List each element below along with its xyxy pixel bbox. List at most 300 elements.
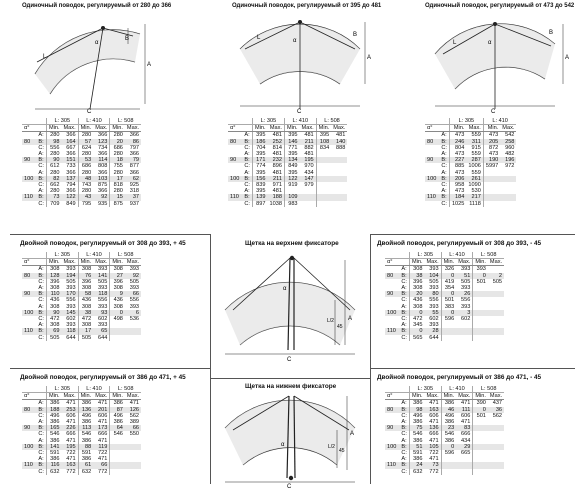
- value-cell: 471: [66, 456, 76, 463]
- row-label: C:: [401, 297, 407, 304]
- wiper-arc-diagram-single-280: [15, 14, 160, 114]
- alpha-header: α°: [22, 125, 35, 132]
- value-cell: 882: [304, 144, 314, 151]
- row-label: B:: [398, 444, 409, 450]
- value-cell: 505: [429, 278, 439, 285]
- value-cell: 36: [488, 407, 504, 413]
- value-cell: 79: [125, 157, 141, 163]
- value-cell: 505: [129, 278, 140, 285]
- value-cell: [441, 469, 456, 475]
- value-cell: 196: [500, 157, 516, 163]
- value-cell: [441, 335, 456, 341]
- value-cell: 386: [46, 419, 61, 425]
- row-label: A:: [38, 456, 44, 463]
- max-header: Max.: [62, 259, 79, 266]
- row-label: A:: [244, 188, 250, 195]
- value-cell: 104: [425, 273, 442, 279]
- value-cell: 471: [98, 400, 108, 407]
- value-cell: 772: [98, 468, 108, 475]
- value-cell: 15: [110, 194, 125, 200]
- length-header: L: 410: [483, 118, 516, 125]
- angle-cell: 110: [22, 194, 35, 200]
- angle-cell: 80: [385, 407, 398, 413]
- dimension-table-single-280: [22, 118, 141, 207]
- value-cell: 53: [78, 157, 93, 163]
- value-cell: 98: [409, 407, 424, 413]
- value-cell: 66: [93, 462, 110, 468]
- value-cell: 559: [471, 151, 481, 158]
- value-cell: 51: [409, 444, 424, 450]
- value-cell: 704: [252, 145, 267, 151]
- row-label: B:: [35, 310, 46, 316]
- value-cell: 814: [272, 144, 282, 151]
- value-cell: 897: [252, 201, 267, 207]
- value-cell: 546: [78, 431, 93, 437]
- value-cell: 311: [466, 139, 483, 145]
- angle-cell: 90: [228, 157, 241, 163]
- dim-c-label: C: [491, 109, 496, 115]
- angle-cell: 90: [385, 291, 398, 297]
- row-label: B:: [241, 157, 252, 163]
- value-cell: 366: [129, 169, 140, 176]
- value-cell: 983: [284, 201, 299, 207]
- value-cell: 227: [449, 157, 466, 163]
- max-header: Max.: [456, 259, 473, 266]
- value-cell: 20: [110, 139, 125, 145]
- value-cell: 393: [461, 303, 471, 310]
- value-cell: 205: [483, 139, 500, 145]
- row-label: C:: [38, 200, 44, 207]
- value-cell: 436: [110, 297, 125, 303]
- value-cell: 226: [62, 425, 79, 431]
- value-cell: 308: [78, 266, 93, 273]
- value-cell: 386: [78, 438, 93, 444]
- row-label: A:: [38, 266, 44, 273]
- value-cell: 436: [78, 297, 93, 303]
- value-cell: [483, 201, 500, 207]
- value-cell: 386: [409, 400, 424, 407]
- value-cell: [473, 469, 488, 475]
- row-label: B:: [438, 194, 449, 200]
- value-cell: 83: [456, 425, 473, 431]
- value-cell: 434: [304, 169, 314, 176]
- value-cell: 395: [252, 151, 267, 157]
- row-label: B:: [398, 273, 409, 279]
- wiper-arc-diagram-single-473: [425, 14, 575, 114]
- value-cell: 156: [252, 176, 267, 182]
- angle-cell: 90: [425, 157, 438, 163]
- value-cell: 69: [46, 328, 61, 334]
- value-cell: 602: [98, 316, 108, 323]
- value-cell: 666: [429, 431, 439, 438]
- table-row: [425, 132, 516, 139]
- row-label: A:: [401, 456, 407, 463]
- value-cell: 471: [98, 456, 108, 463]
- value-cell: 501: [473, 413, 488, 419]
- max-header: Max.: [62, 393, 79, 400]
- value-cell: 0: [441, 310, 456, 316]
- value-cell: 126: [125, 407, 141, 413]
- table-row: [22, 266, 141, 273]
- value-cell: 232: [268, 157, 285, 163]
- table-row: [228, 132, 347, 139]
- row-label: A:: [244, 169, 250, 176]
- length-header: L: 508: [473, 386, 504, 393]
- row-label: A:: [401, 285, 407, 292]
- value-cell: 396: [409, 279, 424, 285]
- angle-cell: 80: [22, 407, 35, 413]
- value-cell: 66: [125, 291, 141, 297]
- value-cell: 109: [284, 194, 299, 200]
- dim-c-label: C: [87, 109, 92, 115]
- value-cell: 612: [46, 163, 61, 169]
- value-cell: 24: [409, 462, 424, 468]
- value-cell: 393: [461, 285, 471, 292]
- dim-a-label: A: [565, 55, 570, 61]
- length-header: L: 305: [46, 252, 78, 259]
- value-cell: 556: [98, 297, 108, 304]
- value-cell: 546: [46, 431, 61, 437]
- value-cell: 472: [409, 316, 424, 322]
- row-label: C:: [441, 200, 447, 207]
- row-label: B:: [398, 462, 409, 468]
- value-cell: 308: [78, 322, 93, 328]
- dim-c-label: C: [287, 357, 292, 363]
- value-cell: 437: [492, 400, 503, 407]
- row-label: A:: [401, 400, 407, 407]
- length-header: L: 410: [284, 118, 316, 125]
- value-cell: 122: [284, 176, 299, 182]
- row-label: C:: [38, 316, 44, 323]
- value-cell: 366: [129, 151, 140, 158]
- panel-title-double-386-minus: Двойной поводок, регулируемый от 386 до 471, - 45: [377, 374, 542, 381]
- value-cell: 473: [449, 188, 466, 194]
- row-label: A:: [401, 419, 407, 426]
- value-cell: 173: [93, 425, 110, 431]
- value-cell: 2: [488, 273, 504, 279]
- angle-cell: 90: [385, 425, 398, 431]
- row-label: B:: [35, 194, 46, 200]
- max-header: Max.: [466, 125, 483, 132]
- value-cell: 258: [500, 139, 516, 145]
- value-cell: 937: [129, 200, 140, 207]
- value-cell: 0: [441, 291, 456, 297]
- value-cell: 280: [110, 170, 125, 176]
- value-cell: 559: [471, 169, 481, 176]
- value-cell: 287: [466, 157, 483, 163]
- value-cell: 755: [110, 163, 125, 169]
- value-cell: 194: [62, 273, 79, 279]
- dim-l-half-label: L/2: [328, 444, 335, 450]
- table-row: [22, 201, 141, 207]
- max-header: Max.: [93, 259, 110, 266]
- value-cell: 393: [129, 303, 140, 310]
- value-cell: 383: [441, 304, 456, 310]
- value-cell: 565: [409, 335, 424, 341]
- value-cell: 134: [284, 157, 299, 163]
- min-header: Min.: [409, 393, 424, 400]
- value-cell: 393: [66, 303, 76, 310]
- value-cell: 396: [110, 279, 125, 285]
- panel-title-double-386-plus: Двойной поводок, регулируемый от 386 до 471, + 45: [20, 374, 186, 381]
- value-cell: 280: [46, 188, 61, 194]
- length-header: L: 410: [441, 386, 473, 393]
- row-label: A:: [38, 285, 44, 292]
- value-cell: 308: [409, 285, 424, 291]
- value-cell: 665: [461, 450, 471, 457]
- section-divider: [10, 234, 210, 235]
- value-cell: 1038: [269, 200, 282, 207]
- value-cell: 366: [98, 169, 108, 176]
- wiper-arc-diagram-single-395: [225, 14, 375, 114]
- value-cell: 471: [129, 400, 140, 407]
- value-cell: 58: [78, 291, 93, 297]
- value-cell: 606: [66, 412, 76, 419]
- value-cell: 666: [461, 431, 471, 438]
- value-cell: 55: [425, 310, 442, 316]
- value-cell: 546: [110, 431, 125, 437]
- value-cell: 606: [461, 412, 471, 419]
- dim-a-label: A: [367, 55, 372, 61]
- value-cell: 925: [129, 182, 140, 189]
- value-cell: 188: [268, 194, 285, 200]
- value-cell: 80: [425, 291, 442, 297]
- row-label: B:: [398, 425, 409, 431]
- value-cell: [488, 335, 504, 341]
- row-label: B:: [241, 194, 252, 200]
- value-cell: 308: [46, 304, 61, 310]
- value-cell: 280: [78, 132, 93, 139]
- value-cell: 386: [441, 400, 456, 407]
- value-cell: 393: [473, 266, 488, 273]
- value-cell: 0: [409, 328, 424, 334]
- row-label: C:: [401, 278, 407, 285]
- value-cell: 211: [300, 139, 317, 145]
- value-cell: 108: [316, 139, 331, 145]
- value-cell: 818: [110, 182, 125, 188]
- value-cell: 280: [78, 151, 93, 157]
- value-cell: 64: [110, 425, 125, 431]
- value-cell: 632: [78, 469, 93, 475]
- table-row: [425, 201, 516, 207]
- angle-alpha-label: α: [281, 442, 285, 448]
- value-cell: 141: [93, 273, 110, 279]
- value-cell: 472: [46, 316, 61, 322]
- value-cell: 76: [78, 273, 93, 279]
- panel-title-single-473-542: Одиночный поводок, регулируемый от 473 до 542: [425, 3, 575, 9]
- value-cell: 505: [46, 335, 61, 341]
- min-header: Min.: [110, 393, 125, 400]
- panel-title-double-308-plus: Двойной поводок, регулируемый от 308 до 393, + 45: [20, 240, 186, 247]
- value-cell: 496: [78, 413, 93, 419]
- value-cell: 170: [62, 291, 79, 297]
- value-cell: 110: [46, 291, 61, 297]
- value-cell: 43: [78, 194, 93, 200]
- row-label: C:: [401, 450, 407, 457]
- value-cell: 195: [62, 444, 79, 450]
- value-cell: 496: [46, 413, 61, 419]
- value-cell: 308: [46, 322, 61, 328]
- value-cell: 280: [110, 132, 125, 139]
- value-cell: 481: [304, 151, 314, 158]
- value-cell: 393: [461, 266, 471, 273]
- value-cell: 632: [409, 469, 424, 475]
- row-label: A:: [38, 303, 44, 310]
- angle-cell: 90: [22, 291, 35, 297]
- value-cell: 591: [78, 450, 93, 456]
- value-cell: 849: [66, 200, 76, 207]
- value-cell: 686: [78, 163, 93, 169]
- value-cell: 308: [46, 285, 61, 291]
- max-header: Max.: [489, 259, 503, 266]
- min-header: Min.: [473, 259, 488, 266]
- value-cell: 472: [78, 316, 93, 322]
- value-cell: 354: [441, 285, 456, 291]
- value-cell: 849: [284, 163, 299, 169]
- value-cell: 505: [66, 278, 76, 285]
- value-cell: 501: [473, 279, 488, 285]
- value-cell: 62: [125, 176, 141, 182]
- row-label: C:: [401, 468, 407, 475]
- value-cell: 366: [66, 188, 76, 195]
- value-cell: 436: [46, 297, 61, 303]
- value-cell: 395: [252, 170, 267, 176]
- value-cell: 877: [129, 163, 140, 170]
- value-cell: 206: [449, 176, 466, 182]
- value-cell: 171: [252, 157, 267, 163]
- row-label: A:: [441, 188, 447, 195]
- value-cell: 546: [441, 431, 456, 437]
- angle-cell: 110: [385, 328, 398, 334]
- value-cell: 722: [98, 450, 108, 457]
- value-cell: 165: [46, 425, 61, 431]
- brush-upper-fixer-diagram: [215, 250, 365, 362]
- value-cell: 308: [110, 304, 125, 310]
- value-cell: 389: [129, 419, 140, 426]
- value-cell: 644: [66, 334, 76, 341]
- value-cell: 542: [505, 132, 515, 139]
- min-header: Min.: [449, 125, 466, 132]
- value-cell: 0: [473, 407, 488, 413]
- value-cell: 147: [300, 176, 317, 182]
- alpha-header: α°: [22, 259, 35, 266]
- min-header: Min.: [441, 259, 456, 266]
- value-cell: 23: [441, 425, 456, 431]
- value-cell: 163: [425, 407, 442, 413]
- value-cell: 395: [284, 170, 299, 176]
- length-header: L: 305: [409, 386, 441, 393]
- value-cell: 481: [336, 132, 346, 139]
- row-label: C:: [401, 412, 407, 419]
- value-cell: 386: [441, 438, 456, 444]
- section-divider: [370, 234, 575, 235]
- dim-a-label: A: [147, 62, 152, 68]
- value-cell: 87: [110, 407, 125, 413]
- value-cell: 606: [429, 412, 439, 419]
- value-cell: 915: [471, 144, 481, 151]
- value-cell: 482: [505, 151, 515, 158]
- value-cell: 17: [78, 328, 93, 334]
- value-cell: 602: [429, 316, 439, 323]
- dim-l-label: L: [43, 54, 47, 60]
- value-cell: 496: [110, 413, 125, 419]
- angle-alpha-label: α: [283, 286, 287, 292]
- value-cell: 386: [409, 438, 424, 444]
- value-cell: 151: [62, 157, 79, 163]
- value-cell: 395: [284, 151, 299, 157]
- max-header: Max.: [62, 125, 79, 132]
- value-cell: 128: [46, 273, 61, 279]
- value-cell: 51: [456, 273, 473, 279]
- value-cell: 308: [110, 285, 125, 291]
- value-cell: 834: [316, 145, 331, 151]
- value-cell: 471: [98, 419, 108, 426]
- row-label: C:: [401, 316, 407, 323]
- value-cell: 872: [483, 145, 500, 151]
- row-label: A:: [244, 151, 250, 158]
- value-cell: 875: [98, 182, 108, 189]
- value-cell: 393: [98, 322, 108, 329]
- value-cell: 280: [46, 132, 61, 139]
- value-cell: 0: [110, 310, 125, 316]
- value-cell: 471: [66, 419, 76, 426]
- row-label: A:: [38, 437, 44, 444]
- min-header: Min.: [78, 125, 93, 132]
- value-cell: 393: [98, 303, 108, 310]
- value-cell: [300, 201, 317, 207]
- angle-cell: 100: [24, 309, 34, 316]
- angle-alpha-label: α: [488, 40, 492, 46]
- value-cell: 772: [429, 468, 439, 475]
- value-cell: 393: [98, 266, 108, 273]
- min-header: Min.: [46, 259, 61, 266]
- value-cell: 546: [409, 431, 424, 437]
- panel-title-single-395-481: Одиночный поводок, регулируемый от 395 до 481: [232, 3, 382, 9]
- value-cell: 436: [409, 297, 424, 303]
- min-header: Min.: [284, 125, 299, 132]
- row-label: C:: [38, 278, 44, 285]
- value-cell: 38: [409, 273, 424, 279]
- row-label: B:: [35, 444, 46, 450]
- value-cell: 505: [461, 278, 471, 285]
- value-cell: 498: [110, 316, 125, 322]
- value-cell: 386: [409, 456, 424, 462]
- angle-cell: 110: [385, 462, 398, 468]
- value-cell: 136: [78, 407, 93, 413]
- min-header: Min.: [46, 125, 61, 132]
- value-cell: 119: [93, 444, 110, 450]
- angle-cell: 90: [22, 425, 35, 431]
- value-cell: 66: [125, 425, 141, 431]
- value-cell: 280: [110, 151, 125, 157]
- max-header: Max.: [126, 393, 140, 400]
- length-header: L: 508: [316, 118, 347, 125]
- value-cell: 103: [93, 176, 110, 182]
- value-cell: [456, 335, 473, 341]
- dim-c-label: C: [287, 484, 292, 490]
- value-cell: 395: [284, 132, 299, 139]
- value-cell: 419: [441, 279, 456, 285]
- angle-cell: 90: [22, 157, 35, 163]
- value-cell: 211: [268, 176, 285, 182]
- max-header: Max.: [425, 259, 442, 266]
- panel-title-double-308-minus: Двойной поводок, регулируемый от 308 до 393, - 45: [377, 240, 542, 247]
- length-header: L: 410: [78, 252, 110, 259]
- value-cell: 496: [409, 413, 424, 419]
- value-cell: 644: [429, 334, 439, 341]
- value-cell: 65: [93, 328, 110, 334]
- value-cell: 188: [46, 407, 61, 413]
